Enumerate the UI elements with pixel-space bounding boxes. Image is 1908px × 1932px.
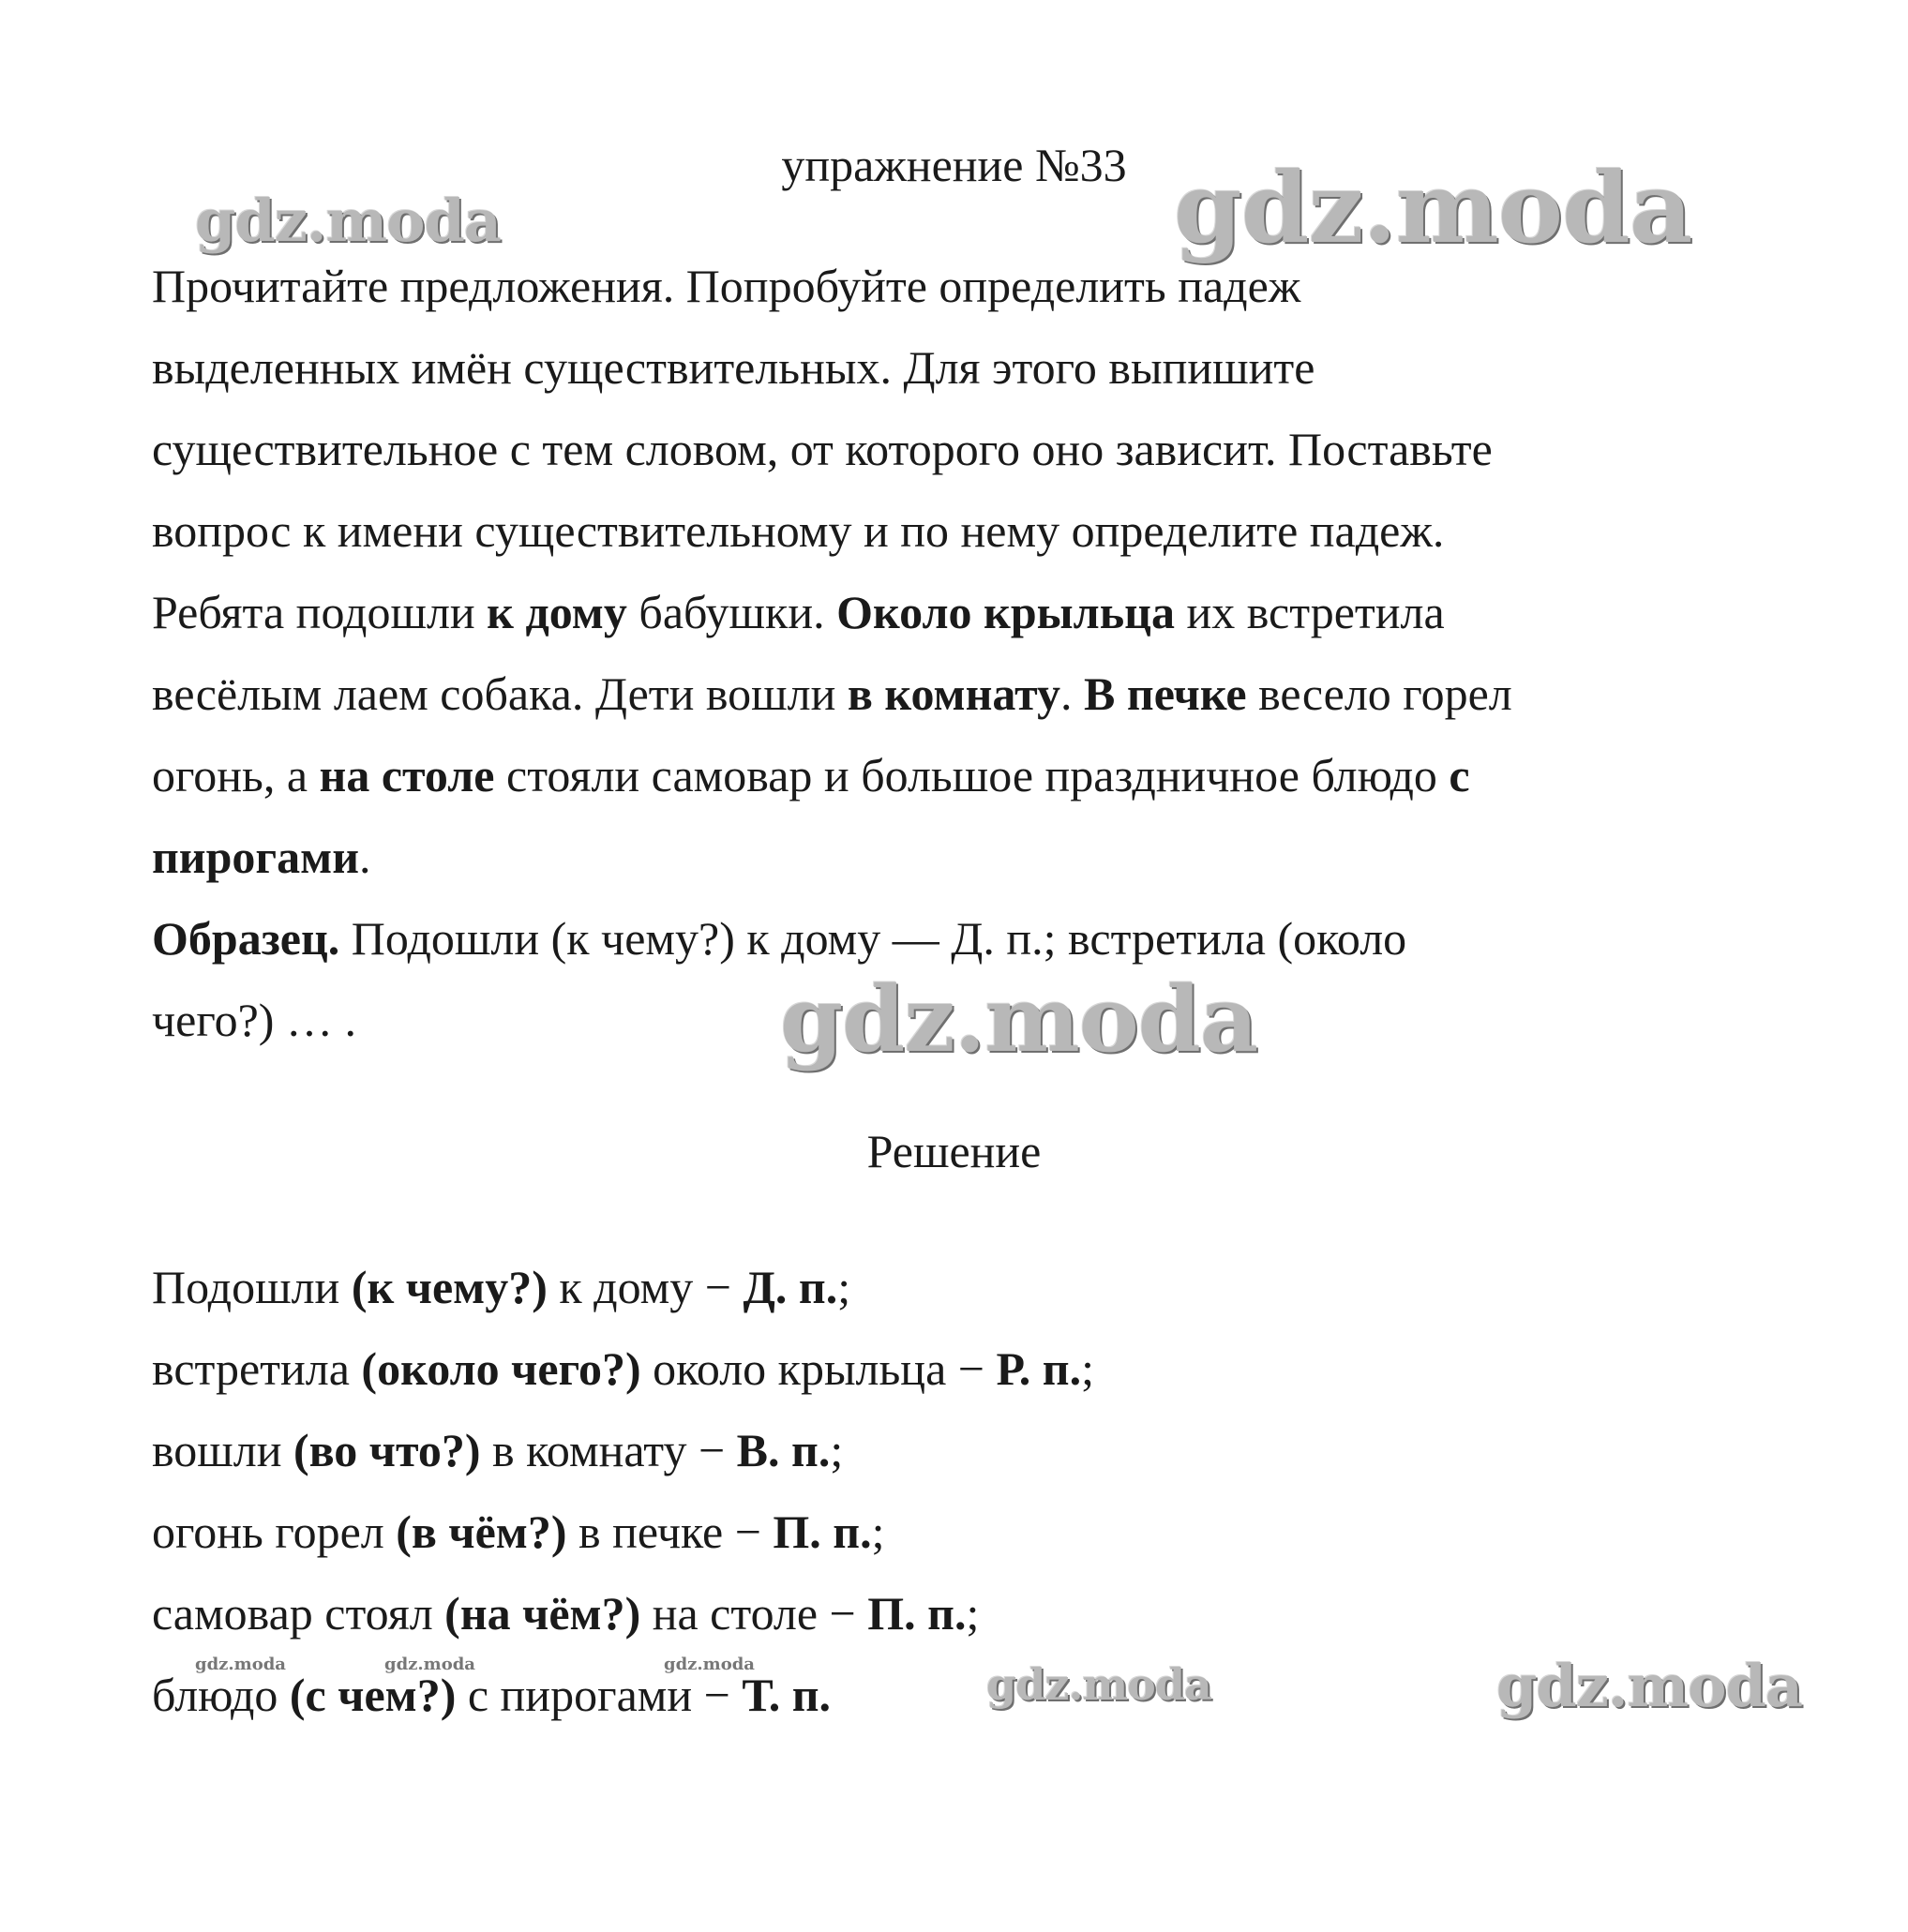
watermark: gdz.moda: [1496, 1652, 1802, 1720]
watermark: gdz.moda: [986, 1659, 1211, 1710]
task-line: вопрос к имени существительному и по нему определите падеж.: [152, 504, 1445, 557]
solution-title: Решение: [866, 1125, 1042, 1177]
task-line: выделенных имён существительных. Для этого выпишите: [152, 341, 1315, 394]
case-label: Т. п.: [742, 1669, 832, 1721]
answer-line: Подошли (к чему?) к дому − Д. п.;: [152, 1261, 851, 1313]
exercise-title: упражнение №33: [781, 139, 1127, 191]
highlighted-noun: к дому: [487, 586, 627, 638]
task-line: Прочитайте предложения. Попробуйте определить падеж: [152, 260, 1301, 312]
answer-line: встретила (около чего?) около крыльца − Р. п.;: [152, 1342, 1094, 1395]
passage-line: пирогами.: [152, 831, 371, 883]
highlighted-noun: на столе: [319, 749, 495, 801]
case-question: (с чем?): [289, 1669, 457, 1721]
watermark: gdz.moda: [1174, 150, 1692, 265]
case-label: П. п.: [867, 1587, 967, 1640]
answer-line: блюдо (с чем?) с пирогами − Т. п.: [152, 1669, 832, 1721]
answer-line: вошли (во что?) в комнату − В. п.;: [152, 1424, 844, 1476]
watermark: gdz.moda: [780, 966, 1258, 1072]
answer-line: огонь горел (в чём?) в печке − П. п.;: [152, 1505, 885, 1558]
case-label: П. п.: [773, 1505, 872, 1558]
highlighted-noun: в комнату: [847, 667, 1061, 720]
case-label: Д. п.: [743, 1261, 838, 1313]
watermark: gdz.moda: [195, 1655, 286, 1674]
task-line: существительное с тем словом, от которого оно зависит. Поставьте: [152, 423, 1493, 475]
watermark: gdz.moda: [664, 1655, 755, 1674]
case-question: (к чему?): [351, 1261, 548, 1313]
passage-line: весёлым лаем собака. Дети вошли в комнату. В печке весело горел: [152, 667, 1512, 720]
passage-line: Ребята подошли к дому бабушки. Около крыльца их встретила: [152, 586, 1445, 638]
highlighted-noun: пирогами: [152, 831, 359, 883]
passage-line: огонь, а на столе стояли самовар и большое праздничное блюдо с: [152, 749, 1470, 801]
case-label: Р. п.: [996, 1342, 1082, 1395]
watermark: gdz.moda: [384, 1655, 475, 1674]
highlighted-noun: с: [1449, 749, 1470, 801]
case-question: (во что?): [293, 1424, 481, 1476]
highlighted-noun: В печке: [1084, 667, 1247, 720]
watermark: gdz.moda: [195, 187, 501, 255]
sample-line: Образец. Подошли (к чему?) к дому — Д. п.; встретила (около: [152, 912, 1407, 965]
case-question: (в чём?): [396, 1505, 567, 1558]
case-question: (около чего?): [361, 1342, 641, 1395]
case-question: (на чём?): [444, 1587, 641, 1640]
case-label: В. п.: [736, 1424, 831, 1476]
answer-line: самовар стоял (на чём?) на столе − П. п.;: [152, 1587, 980, 1640]
sample-label: Образец.: [152, 912, 340, 965]
highlighted-noun: Около крыльца: [836, 586, 1175, 638]
task-text: [152, 246, 1802, 1061]
sample-line: чего?) … .: [152, 994, 356, 1046]
